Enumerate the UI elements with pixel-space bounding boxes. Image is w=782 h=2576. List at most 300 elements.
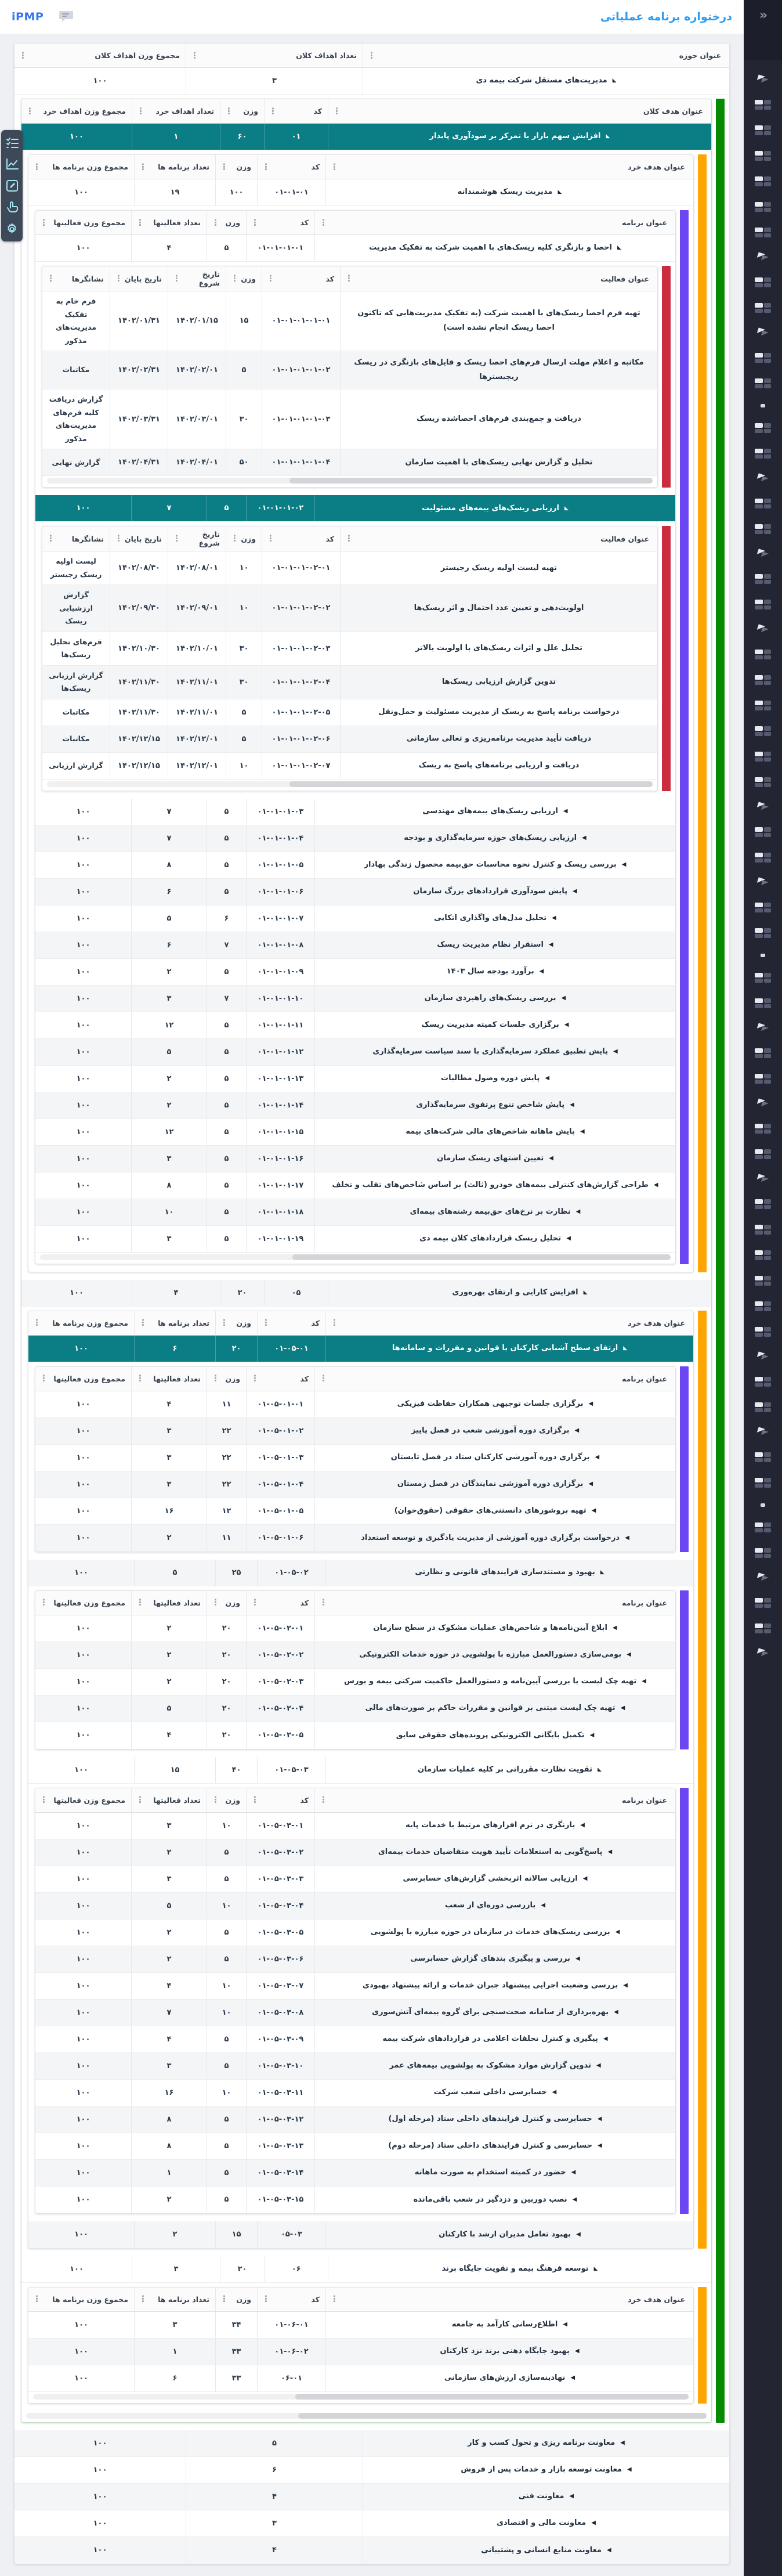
expand-arrow-icon[interactable]: ◀ [563, 808, 568, 815]
kebab-menu-icon[interactable]: ⋮ [367, 50, 376, 60]
kebab-menu-icon[interactable]: ⋮ [136, 217, 144, 228]
tree-row[interactable] [35, 879, 675, 905]
ipmp-logo[interactable]: iPMP [12, 10, 44, 23]
horizontal-scrollbar[interactable] [33, 2394, 689, 2400]
sidebar-item-icon[interactable] [755, 1548, 771, 1558]
collapse-arrow-icon[interactable]: ◣ [557, 189, 562, 196]
level-block-barname [35, 210, 689, 1264]
sidebar-item-icon[interactable] [755, 827, 771, 837]
tree-row[interactable] [35, 1893, 675, 1920]
tree-row[interactable] [35, 2133, 675, 2160]
scrollbar-thumb[interactable] [289, 781, 653, 787]
expand-arrow-icon[interactable]: ◀ [573, 888, 577, 895]
tree-row[interactable] [35, 825, 675, 852]
sidebar-item-icon[interactable] [755, 423, 771, 433]
kebab-menu-icon[interactable]: ⋮ [230, 533, 239, 544]
sidebar-cursor-icon[interactable] [756, 1352, 769, 1361]
column-header [134, 1311, 215, 1335]
horizontal-scrollbar[interactable] [26, 2413, 707, 2419]
expand-arrow-icon[interactable]: ◀ [615, 1929, 620, 1936]
expand-arrow-icon[interactable]: ◀ [620, 2440, 625, 2447]
tree-row[interactable] [15, 2510, 729, 2537]
tree-row[interactable] [28, 1336, 693, 1362]
sidebar-item-icon[interactable] [755, 1402, 771, 1412]
sidebar-item-icon[interactable] [755, 1276, 771, 1286]
expand-arrow-icon[interactable]: ◀ [621, 861, 627, 868]
kebab-menu-icon[interactable]: ⋮ [139, 161, 147, 172]
sidebar-cursor-icon[interactable] [756, 878, 769, 887]
kebab-menu-icon[interactable]: ⋮ [262, 161, 270, 172]
tree-row[interactable] [28, 2339, 693, 2365]
kebab-menu-icon[interactable]: ⋮ [190, 50, 199, 60]
tree-row[interactable] [35, 799, 675, 825]
sidebar-item-icon[interactable] [755, 1199, 771, 1209]
tree-row[interactable] [35, 1615, 675, 1642]
kebab-menu-icon[interactable]: ⋮ [262, 1317, 270, 1328]
cell-indicator: گزارش ارزیابی ریسک‌ها [49, 670, 103, 693]
tree-row[interactable] [35, 1039, 675, 1066]
collapse-arrow-icon[interactable]: ◣ [583, 1290, 588, 1296]
row-title: پایش شاخص تنوع پرتفوی سرمایه‌گذاری [416, 1101, 565, 1110]
sidebar-item-icon[interactable] [755, 1327, 771, 1337]
tree-row[interactable] [35, 852, 675, 879]
tree-row[interactable] [35, 1092, 675, 1119]
sidebar-item-icon[interactable] [755, 1623, 771, 1633]
collapse-arrow-icon[interactable]: ◣ [623, 1345, 628, 1352]
expand-arrow-icon[interactable]: ◀ [564, 1022, 569, 1029]
sidebar-item-icon[interactable] [755, 1598, 771, 1608]
tree-row[interactable] [35, 1669, 675, 1695]
sidebar-item-icon[interactable] [755, 752, 771, 762]
sidebar-item-icon[interactable] [755, 600, 771, 609]
sidebar-item-icon[interactable] [755, 903, 771, 912]
kebab-menu-icon[interactable]: ⋮ [32, 1317, 41, 1328]
sidebar-item-icon[interactable] [755, 1124, 771, 1134]
kebab-menu-icon[interactable]: ⋮ [251, 1794, 259, 1805]
expand-arrow-icon[interactable]: ◀ [580, 1128, 585, 1135]
tree-row[interactable] [42, 351, 657, 389]
expand-arrow-icon[interactable]: ◀ [574, 2348, 580, 2355]
kebab-menu-icon[interactable]: ⋮ [139, 2293, 147, 2304]
sidebar-item-icon[interactable] [755, 277, 771, 287]
expand-arrow-icon[interactable]: ◀ [575, 1208, 581, 1215]
expand-arrow-icon[interactable]: ◀ [620, 1705, 625, 1712]
sidebar-cursor-icon[interactable] [756, 1574, 769, 1582]
kebab-menu-icon[interactable]: ⋮ [172, 533, 181, 544]
sidebar-item-icon[interactable] [755, 449, 771, 459]
column-header-label: مجموع وزن فعالیتها [53, 1598, 125, 1607]
tree-row[interactable] [35, 1839, 675, 1866]
tree-row[interactable] [42, 389, 657, 449]
sidebar-item-icon[interactable] [755, 353, 771, 363]
cell-start: ۱۴۰۲/۰۴/۰۱ [168, 449, 226, 475]
kebab-menu-icon[interactable]: ⋮ [266, 273, 275, 284]
tree-row[interactable] [15, 68, 729, 95]
tree-row[interactable] [35, 2106, 675, 2133]
expand-arrow-icon[interactable]: ◀ [613, 1048, 618, 1055]
cell-code: ۰۱-۰۱-۰۱-۰۳ [246, 799, 314, 825]
tree-row[interactable] [42, 551, 657, 585]
expand-arrow-icon[interactable]: ◀ [588, 1401, 593, 1408]
collapse-arrow-icon[interactable]: ◣ [564, 505, 569, 511]
expand-arrow-icon[interactable]: ◀ [552, 915, 556, 922]
tree-row[interactable] [35, 1119, 675, 1146]
horizontal-scrollbar[interactable] [40, 1254, 671, 1260]
collapse-arrow-icon[interactable]: ◣ [617, 245, 621, 251]
kebab-menu-icon[interactable]: ⋮ [211, 1373, 220, 1384]
expand-arrow-icon[interactable]: ◀ [627, 2466, 632, 2473]
sidebar-cursor-icon[interactable] [756, 1428, 769, 1437]
line-chart-icon[interactable] [6, 158, 19, 171]
tree-row[interactable] [35, 1946, 675, 1973]
kebab-menu-icon[interactable]: ⋮ [345, 533, 353, 544]
tree-row[interactable] [35, 2026, 675, 2053]
collapse-arrow-icon[interactable]: ◣ [606, 134, 610, 140]
tree-row[interactable] [42, 753, 657, 780]
expand-arrow-icon[interactable]: ◀ [569, 2493, 574, 2500]
expand-arrow-icon[interactable]: ◀ [570, 2375, 575, 2382]
sidebar-item-icon[interactable] [755, 1522, 771, 1532]
expand-arrow-icon[interactable]: ◀ [597, 2116, 602, 2123]
kebab-menu-icon[interactable]: ⋮ [26, 106, 34, 116]
tree-row[interactable] [35, 1226, 675, 1253]
sidebar-item-icon[interactable] [755, 1452, 771, 1462]
kebab-menu-icon[interactable]: ⋮ [332, 106, 341, 116]
tree-row[interactable] [35, 1146, 675, 1172]
sidebar-item-icon[interactable] [755, 1250, 771, 1260]
sidebar-item-icon[interactable] [755, 777, 771, 787]
expand-arrow-icon[interactable]: ◀ [625, 1534, 629, 1541]
checklist-icon[interactable] [6, 136, 19, 149]
expand-arrow-icon[interactable]: ◀ [539, 968, 544, 975]
tree-row[interactable] [35, 1973, 675, 2000]
tree-row[interactable] [35, 2053, 675, 2080]
pointer-hand-icon[interactable] [6, 201, 19, 214]
sidebar-cursor-icon[interactable] [756, 1024, 769, 1033]
collapse-arrow-icon[interactable]: ◣ [593, 2266, 598, 2272]
kebab-menu-icon[interactable]: ⋮ [251, 1597, 259, 1608]
scrollbar-thumb[interactable] [292, 1254, 671, 1260]
sidebar-cursor-icon[interactable] [756, 1099, 769, 1108]
kebab-menu-icon[interactable]: ⋮ [39, 1794, 48, 1805]
tree-row[interactable] [35, 2000, 675, 2026]
cell-weight: ۱۰ [226, 753, 262, 779]
kebab-menu-icon[interactable]: ⋮ [46, 273, 55, 284]
tree-row[interactable] [35, 1498, 675, 1525]
cell-code: ۰۱-۰۵-۰۱ [257, 1336, 325, 1362]
kebab-menu-icon[interactable]: ⋮ [319, 1373, 328, 1384]
cell-weight: ۷ [207, 932, 246, 958]
cell-count: ۳ [131, 1813, 207, 1839]
sidebar-item-icon[interactable] [755, 176, 771, 186]
sidebar-dot-icon[interactable] [761, 404, 765, 407]
tree-row[interactable] [35, 235, 675, 262]
comment-icon[interactable] [59, 10, 74, 24]
collapse-arrow-icon[interactable]: ◣ [600, 1570, 604, 1576]
tree-row[interactable] [28, 2221, 693, 2248]
expand-arrow-icon[interactable]: ◀ [574, 1427, 580, 1434]
expand-arrow-icon[interactable]: ◀ [541, 1902, 546, 1909]
sidebar-item-icon[interactable] [755, 650, 771, 659]
horizontal-scrollbar[interactable] [47, 781, 653, 787]
sidebar-item-icon[interactable] [755, 1478, 771, 1488]
sidebar-cursor-icon[interactable] [756, 253, 769, 262]
scrollbar-thumb[interactable] [295, 2394, 689, 2400]
sidebar-item-icon[interactable] [755, 202, 771, 212]
sidebar-item-icon[interactable] [755, 1048, 771, 1058]
sidebar-item-icon[interactable] [755, 701, 771, 710]
top-header [0, 0, 744, 34]
expand-arrow-icon[interactable]: ◀ [606, 2546, 611, 2553]
expand-arrow-icon[interactable]: ◀ [653, 1182, 658, 1189]
expand-arrow-icon[interactable]: ◀ [614, 2009, 618, 2016]
expand-arrow-icon[interactable]: ◀ [607, 1849, 613, 1856]
tree-row[interactable] [42, 449, 657, 476]
settings-icon[interactable] [6, 222, 19, 235]
kebab-menu-icon[interactable]: ⋮ [136, 1794, 144, 1805]
sidebar-cursor-icon[interactable] [756, 75, 769, 84]
tree-row[interactable] [35, 1172, 675, 1199]
kebab-menu-icon[interactable]: ⋮ [211, 1597, 220, 1608]
tree-row[interactable] [42, 585, 657, 632]
sidebar-item-icon[interactable] [755, 524, 771, 534]
tree-row[interactable] [15, 2457, 729, 2484]
tree-row[interactable] [35, 905, 675, 932]
tree-row[interactable] [35, 1920, 675, 1946]
tree-row[interactable] [21, 124, 711, 150]
scrollbar-thumb[interactable] [289, 478, 653, 484]
column-header [314, 211, 675, 234]
sidebar-cursor-icon[interactable] [756, 474, 769, 483]
expand-arrow-icon[interactable]: ◀ [589, 1731, 595, 1738]
expand-arrow-icon[interactable]: ◀ [580, 1822, 585, 1829]
tree-row[interactable] [42, 291, 657, 351]
tree-row[interactable] [35, 1391, 675, 1418]
tree-row[interactable] [15, 2537, 729, 2564]
kebab-menu-icon[interactable]: ⋮ [114, 273, 123, 284]
column-header-label: مجموع وزن برنامه ها [52, 2294, 128, 2304]
expand-arrow-icon[interactable]: ◀ [545, 1075, 550, 1082]
expand-arrow-icon[interactable]: ◀ [563, 2321, 568, 2328]
kebab-menu-icon[interactable]: ⋮ [251, 217, 259, 228]
sidebar-item-icon[interactable] [755, 928, 771, 938]
sidebar-item-icon[interactable] [755, 853, 771, 863]
tree-row[interactable] [35, 1445, 675, 1471]
expand-arrow-icon[interactable]: ◀ [576, 2231, 581, 2238]
khord-header-row [28, 1311, 693, 1336]
tree-row[interactable] [28, 1757, 693, 1784]
sidebar-item-icon[interactable] [755, 151, 771, 161]
sidebar-item-icon[interactable] [755, 973, 771, 983]
sidebar-cursor-icon[interactable] [756, 1175, 769, 1184]
level-block-kalan [21, 99, 725, 2423]
kebab-menu-icon[interactable]: ⋮ [225, 106, 233, 116]
tree-row[interactable] [35, 1642, 675, 1669]
expand-arrow-icon[interactable]: ◀ [548, 941, 553, 948]
expand-arrow-icon[interactable]: ◀ [582, 1875, 588, 1882]
tree-row[interactable] [21, 1280, 711, 1307]
expand-arrow-icon[interactable]: ◀ [552, 2089, 557, 2096]
tree-row[interactable] [15, 2430, 729, 2457]
kebab-menu-icon[interactable]: ⋮ [211, 217, 220, 228]
sidebar-item-icon[interactable] [755, 726, 771, 736]
sidebar-cursor-icon[interactable] [756, 550, 769, 558]
sidebar-item-icon[interactable] [755, 228, 771, 237]
row-title-cell [340, 753, 657, 779]
expand-arrow-icon[interactable]: ◀ [596, 2062, 601, 2069]
tree-row[interactable] [35, 959, 675, 986]
tree-row[interactable] [35, 1199, 675, 1226]
tree-row[interactable] [35, 1066, 675, 1092]
tree-row[interactable] [35, 2080, 675, 2106]
kebab-menu-icon[interactable]: ⋮ [39, 217, 48, 228]
sidebar-item-icon[interactable] [755, 125, 771, 135]
expand-arrow-icon[interactable]: ◀ [561, 995, 566, 1002]
kebab-menu-icon[interactable]: ⋮ [220, 1317, 229, 1328]
kebab-menu-icon[interactable]: ⋮ [136, 106, 145, 116]
tree-row[interactable] [35, 495, 675, 522]
expand-arrow-icon[interactable]: ◀ [572, 2196, 577, 2203]
sidebar-item-icon[interactable] [755, 998, 771, 1008]
sidebar-dot-icon[interactable] [761, 954, 765, 957]
tree-row[interactable] [35, 1012, 675, 1039]
kebab-menu-icon[interactable]: ⋮ [136, 1373, 144, 1384]
tree-row[interactable] [35, 986, 675, 1012]
kebab-menu-icon[interactable]: ⋮ [262, 2293, 270, 2304]
kebab-menu-icon[interactable]: ⋮ [139, 1317, 147, 1328]
tree-row[interactable] [42, 699, 657, 726]
tree-row[interactable] [35, 1418, 675, 1445]
cell-count: ۱ [134, 2339, 215, 2365]
tree-row[interactable] [35, 1813, 675, 1839]
kebab-menu-icon[interactable]: ⋮ [330, 1317, 339, 1328]
tree-row[interactable] [21, 2256, 711, 2283]
kebab-menu-icon[interactable]: ⋮ [230, 273, 239, 284]
kebab-menu-icon[interactable]: ⋮ [269, 106, 277, 116]
expand-arrow-icon[interactable]: ◀ [627, 1651, 631, 1658]
scrollbar-thumb[interactable] [298, 2413, 707, 2419]
sidebar-item-icon[interactable] [755, 1377, 771, 1387]
expand-arrow-icon[interactable]: ◀ [588, 1481, 593, 1488]
row-title-cell [314, 2133, 675, 2159]
kebab-menu-icon[interactable]: ⋮ [39, 1373, 48, 1384]
row-title: تحلیل ریسک قراردادهای کلان بیمه دی [419, 1234, 562, 1243]
kebab-menu-icon[interactable]: ⋮ [319, 1597, 328, 1608]
tree-row[interactable] [28, 2312, 693, 2339]
expand-arrow-icon[interactable]: ◀ [595, 1454, 600, 1461]
kebab-menu-icon[interactable]: ⋮ [32, 2293, 41, 2304]
sidebar-item-icon[interactable] [755, 499, 771, 508]
kebab-menu-icon[interactable]: ⋮ [266, 533, 275, 544]
tree-row[interactable] [35, 1866, 675, 1893]
sidebar-collapse-button[interactable]: « [759, 8, 767, 23]
tree-row[interactable] [15, 2484, 729, 2510]
row-title: درخواست برنامه پاسخ به ریسک از مدیریت مسئولیت و حمل‌ونقل [378, 708, 620, 717]
expand-arrow-icon[interactable]: ◀ [598, 2142, 602, 2149]
kebab-menu-icon[interactable]: ⋮ [32, 161, 41, 172]
edit-icon[interactable] [6, 179, 19, 192]
sidebar-item-icon[interactable] [755, 378, 771, 388]
column-header-label: مجموع وزن اهداف خرد [43, 107, 126, 116]
kebab-menu-icon[interactable]: ⋮ [114, 533, 123, 544]
expand-arrow-icon[interactable]: ◀ [549, 1155, 553, 1162]
sidebar-cursor-icon[interactable] [756, 625, 769, 634]
sidebar-item-icon[interactable] [755, 574, 771, 584]
kebab-menu-icon[interactable]: ⋮ [136, 1597, 144, 1608]
tree-row[interactable] [35, 1695, 675, 1722]
sidebar-dot-icon[interactable] [761, 1503, 765, 1507]
expand-arrow-icon[interactable]: ◀ [603, 2036, 608, 2043]
sidebar-item-icon[interactable] [755, 303, 771, 313]
level-block-hoze [14, 43, 730, 2564]
sidebar-item-icon[interactable] [755, 1225, 771, 1235]
expand-arrow-icon[interactable]: ◀ [591, 1507, 596, 1514]
kebab-menu-icon[interactable]: ⋮ [39, 1597, 48, 1608]
sidebar-item-icon[interactable] [755, 675, 771, 685]
expand-arrow-icon[interactable]: ◀ [571, 2169, 576, 2176]
cell-total: ۱۰۰ [76, 1981, 90, 1990]
sidebar-item-icon[interactable] [755, 1149, 771, 1159]
kebab-menu-icon[interactable]: ⋮ [319, 217, 328, 228]
sidebar-item-icon[interactable] [755, 100, 771, 110]
expand-arrow-icon[interactable]: ◀ [570, 1102, 574, 1109]
kebab-menu-icon[interactable]: ⋮ [330, 2293, 339, 2304]
tree-row[interactable] [42, 726, 657, 753]
kebab-menu-icon[interactable]: ⋮ [330, 161, 339, 172]
expand-arrow-icon[interactable]: ◀ [582, 835, 586, 842]
sidebar-item-icon[interactable] [755, 1074, 771, 1084]
horizontal-scrollbar[interactable] [47, 478, 653, 484]
tree-row[interactable] [35, 932, 675, 959]
expand-arrow-icon[interactable]: ◀ [575, 1956, 580, 1962]
tree-row[interactable] [35, 2160, 675, 2187]
collapse-arrow-icon[interactable]: ◣ [598, 1767, 602, 1773]
tree-row[interactable] [28, 1560, 693, 1586]
kebab-menu-icon[interactable]: ⋮ [251, 1373, 259, 1384]
expand-arrow-icon[interactable]: ◀ [566, 1235, 571, 1242]
kebab-menu-icon[interactable]: ⋮ [46, 533, 55, 544]
tree-row[interactable] [42, 632, 657, 666]
tree-row[interactable] [28, 2365, 693, 2392]
sidebar-cursor-icon[interactable] [756, 1649, 769, 1658]
column-header [363, 44, 729, 67]
kebab-menu-icon[interactable]: ⋮ [220, 2293, 229, 2304]
tree-row[interactable] [35, 1471, 675, 1498]
row-title: پاسخ‌گویی به استعلامات تأیید هویت متقاضیان خدمات بیمه‌ای [378, 1848, 603, 1857]
expand-arrow-icon[interactable]: ◀ [612, 1625, 617, 1632]
sidebar-cursor-icon[interactable] [756, 803, 769, 811]
cell-code: ۰۱-۰۵-۰۲-۰۲ [246, 1642, 314, 1668]
expand-arrow-icon[interactable]: ◀ [623, 1982, 628, 1989]
tree-row[interactable] [35, 2187, 675, 2213]
kebab-menu-icon[interactable]: ⋮ [211, 1794, 220, 1805]
sidebar-item-icon[interactable] [755, 1301, 771, 1311]
collapse-arrow-icon[interactable]: ◣ [612, 78, 617, 84]
tree-row[interactable] [28, 179, 693, 206]
tree-row[interactable] [35, 1722, 675, 1749]
kebab-menu-icon[interactable]: ⋮ [319, 1794, 328, 1805]
sidebar-cursor-icon[interactable] [756, 329, 769, 337]
expand-arrow-icon[interactable]: ◀ [642, 1678, 646, 1685]
cell-code: ۰۱-۰۵-۰۳-۰۴ [246, 1893, 314, 1919]
kebab-menu-icon[interactable]: ⋮ [172, 273, 181, 284]
kebab-menu-icon[interactable]: ⋮ [19, 50, 27, 60]
kebab-menu-icon[interactable]: ⋮ [345, 273, 353, 284]
expand-arrow-icon[interactable]: ◀ [591, 2520, 596, 2527]
kebab-menu-icon[interactable]: ⋮ [220, 161, 229, 172]
tree-row[interactable] [42, 666, 657, 699]
tree-row[interactable] [35, 1525, 675, 1552]
